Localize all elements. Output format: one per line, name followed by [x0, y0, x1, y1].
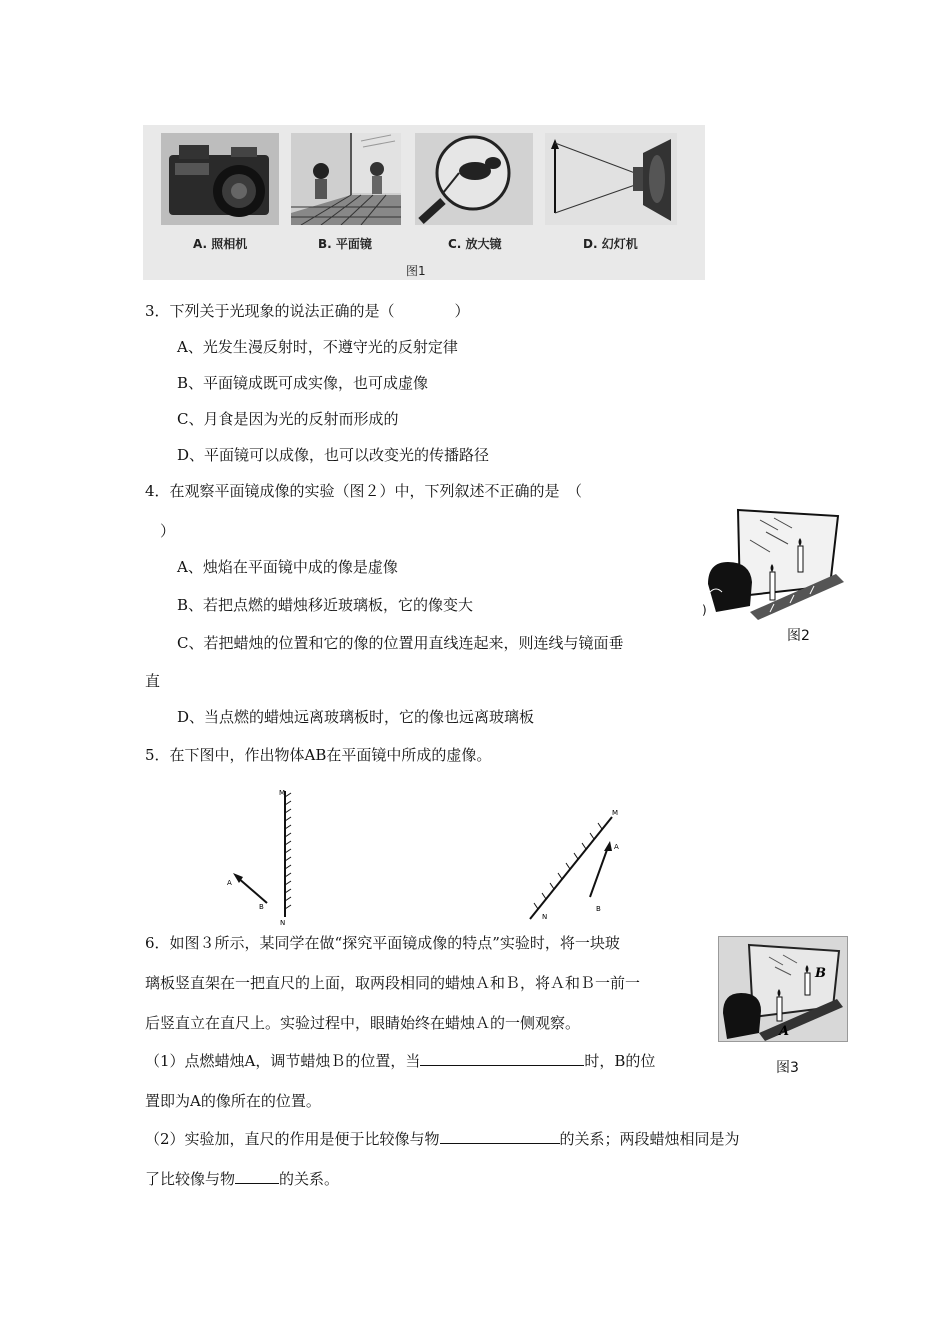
figure-3 [718, 936, 848, 1042]
left-label-a: A [227, 879, 232, 887]
q4-option-c-cont: 直 [145, 672, 161, 690]
right-label-a: A [614, 843, 619, 851]
q4-option-b: B、若把点燃的蜡烛移近玻璃板，它的像变大 [177, 596, 474, 614]
figure-3-label: 图3 [776, 1060, 799, 1076]
q6-line-3: 后竖直立在直尺上。实验过程中，眼睛始终在蜡烛Ａ的一侧观察。 [145, 1014, 581, 1032]
q6-line-1: 6．如图３所示，某同学在做“探究平面镜成像的特点”实验时，将一块玻 [145, 934, 620, 952]
slanted-mirror-icon [520, 805, 630, 925]
q3-option-b: B、平面镜成既可成实像，也可成虚像 [177, 374, 429, 392]
q3-option-c: C、月食是因为光的反射而形成的 [177, 410, 399, 428]
left-label-n: N [280, 919, 286, 925]
q6-sub2-answer-blank-2[interactable] [235, 1169, 279, 1184]
figure-1-title: 图1 [406, 264, 426, 278]
q6-sub1-line2: 置即为A的像所在的位置。 [145, 1092, 321, 1110]
magnifier-panel [415, 133, 533, 225]
left-label-m: M [279, 789, 286, 797]
right-label-n: N [542, 913, 548, 921]
right-label-m: M [612, 809, 619, 817]
q6-sub1-text-b: 时，B的位 [584, 1052, 656, 1070]
vertical-mirror-icon [215, 785, 355, 925]
q6-sub2-text-a: （2）实验加，直尺的作用是便于比较像与物 [145, 1130, 440, 1148]
q6-sub1-text-a: （1）点燃蜡烛A，调节蜡烛Ｂ的位置，当 [145, 1052, 421, 1070]
q6-sub2-text-d: 的关系。 [279, 1170, 340, 1188]
q3-stem: 3．下列关于光现象的说法正确的是（ ） [145, 302, 470, 320]
figure-2 [700, 500, 850, 620]
caption-d: D. 幻灯机 [583, 237, 638, 251]
q5-left-diagram [215, 785, 355, 925]
camera-icon [161, 133, 279, 225]
q3-option-d: D、平面镜可以成像，也可以改变光的传播路径 [177, 446, 490, 464]
q4-stem-close: ） [160, 522, 176, 540]
magnifier-icon [415, 133, 533, 225]
q5-stem: 5．在下图中，作出物体AB在平面镜中所成的虚像。 [145, 746, 492, 764]
q5-right-diagram [520, 805, 630, 925]
caption-b: B. 平面镜 [318, 237, 372, 251]
q6-sub2-line1 [145, 1129, 740, 1149]
q6-sub1-line1 [145, 1051, 655, 1071]
fig3-label-b: B [815, 966, 826, 981]
q4-option-d: D、当点燃的蜡烛远离玻璃板时，它的像也远离玻璃板 [177, 708, 535, 726]
camera-panel [161, 133, 279, 225]
figure-2-label: 图2 [787, 628, 810, 644]
left-label-b: B [259, 903, 264, 911]
q6-sub2-text-b: 的关系；两段蜡烛相同是为 [559, 1130, 740, 1148]
q6-sub1-answer-blank[interactable] [420, 1051, 584, 1066]
q4-stem: 4．在观察平面镜成像的实验（图２）中，下列叙述不正确的是 （ [145, 482, 583, 500]
svg-text:): ) [702, 603, 707, 617]
candle-experiment-photo-icon [719, 937, 847, 1041]
q4-option-a: A、烛焰在平面镜中成的像是虚像 [177, 558, 398, 576]
q6-line-2: 璃板竖直架在一把直尺的上面，取两段相同的蜡烛Ａ和Ｂ，将Ａ和Ｂ一前一 [145, 974, 641, 992]
projector-panel [545, 133, 677, 225]
q6-sub2-answer-blank-1[interactable] [440, 1129, 560, 1144]
mirror-panel [291, 133, 401, 225]
q4-option-c: C、若把蜡烛的位置和它的像的位置用直线连起来，则连线与镜面垂 [177, 634, 624, 652]
figure-1 [143, 125, 705, 280]
caption-a: A. 照相机 [193, 237, 248, 251]
q6-sub2-line2 [145, 1169, 339, 1189]
fig3-label-a: A [779, 1024, 790, 1039]
q6-sub2-text-c: 了比较像与物 [145, 1170, 236, 1188]
candle-mirror-experiment-icon [700, 500, 850, 620]
projector-icon [545, 133, 677, 225]
mirror-scene-icon [291, 133, 401, 225]
q3-option-a: A、光发生漫反射时，不遵守光的反射定律 [177, 338, 458, 356]
right-label-b: B [596, 905, 601, 913]
caption-c: C. 放大镜 [448, 237, 502, 251]
